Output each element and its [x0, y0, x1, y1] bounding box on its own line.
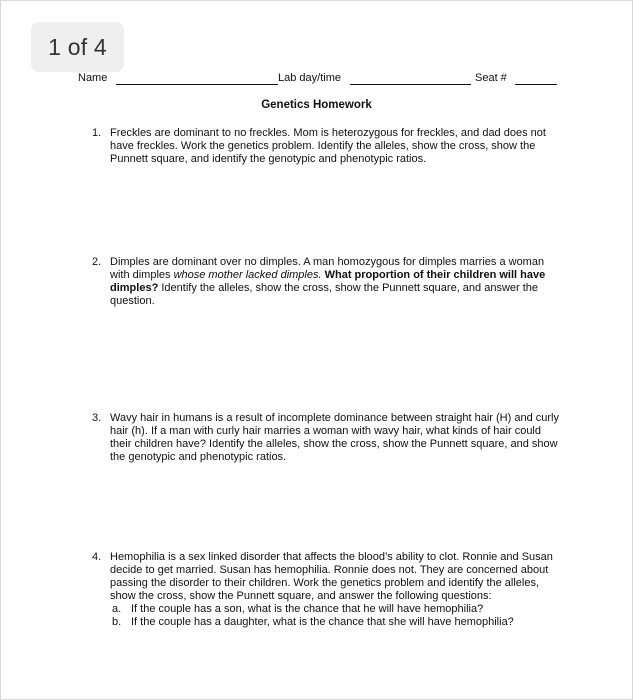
- sub-question-b: b. If the couple has a daughter, what is the chance that she will have hemophilia?: [112, 616, 514, 628]
- lab-daytime-label: Lab day/time: [278, 72, 341, 84]
- question-4: [92, 551, 562, 629]
- name-blank: [116, 84, 278, 85]
- student-info-header: [78, 72, 558, 88]
- question-text: Dimples are dominant over no dimples. A man homozygous for dimples marries a woman with dimples whose mother lacked dimples. What proportion of their children will have dimples? Identify the alleles, show the cross, show the Punnett square, and answer the question.: [110, 256, 546, 307]
- sub-question-a: a. If the couple has a son, what is the chance that he will have hemophilia?: [112, 603, 484, 615]
- question-text: Hemophilia is a sex linked disorder that affects the blood’s ability to clot. Ronnie and Susan decide to get married. Susan has hemophilia. Ronnie does not. They are concerned about passing the disorder to their children. Work the genetics problem and identify the alleles, show the cross, show the Punnett square, and answer the following questions:: [110, 551, 553, 602]
- seat-blank: [515, 84, 557, 85]
- question-3: [92, 412, 562, 464]
- question-number: 1.: [92, 127, 102, 139]
- question-number: 4.: [92, 551, 102, 563]
- lab-daytime-blank: [350, 84, 471, 85]
- seat-label: Seat #: [475, 72, 507, 84]
- question-1: [92, 127, 562, 166]
- name-label: Name: [78, 72, 108, 84]
- page-title: Genetics Homework: [261, 99, 372, 111]
- question-number: 3.: [92, 412, 102, 424]
- question-2: [92, 256, 562, 308]
- page-indicator: 1 of 4: [31, 22, 124, 72]
- question-number: 2.: [92, 256, 102, 268]
- question-text: Freckles are dominant to no freckles. Mom is heterozygous for freckles, and dad does not have freckles. Work the genetics problem. Identify the alleles, show the cross, show the Punnett square, and identify the genotypic and phenotypic ratios.: [110, 127, 546, 165]
- question-text: Wavy hair in humans is a result of incomplete dominance between straight hair (H) and curly hair (h). If a man with curly hair marries a woman with wavy hair, what kinds of hair could their children have? Identify the alleles, show the cross, show the Punnett square, and show the genotypic and phenotypic ratios.: [110, 412, 559, 463]
